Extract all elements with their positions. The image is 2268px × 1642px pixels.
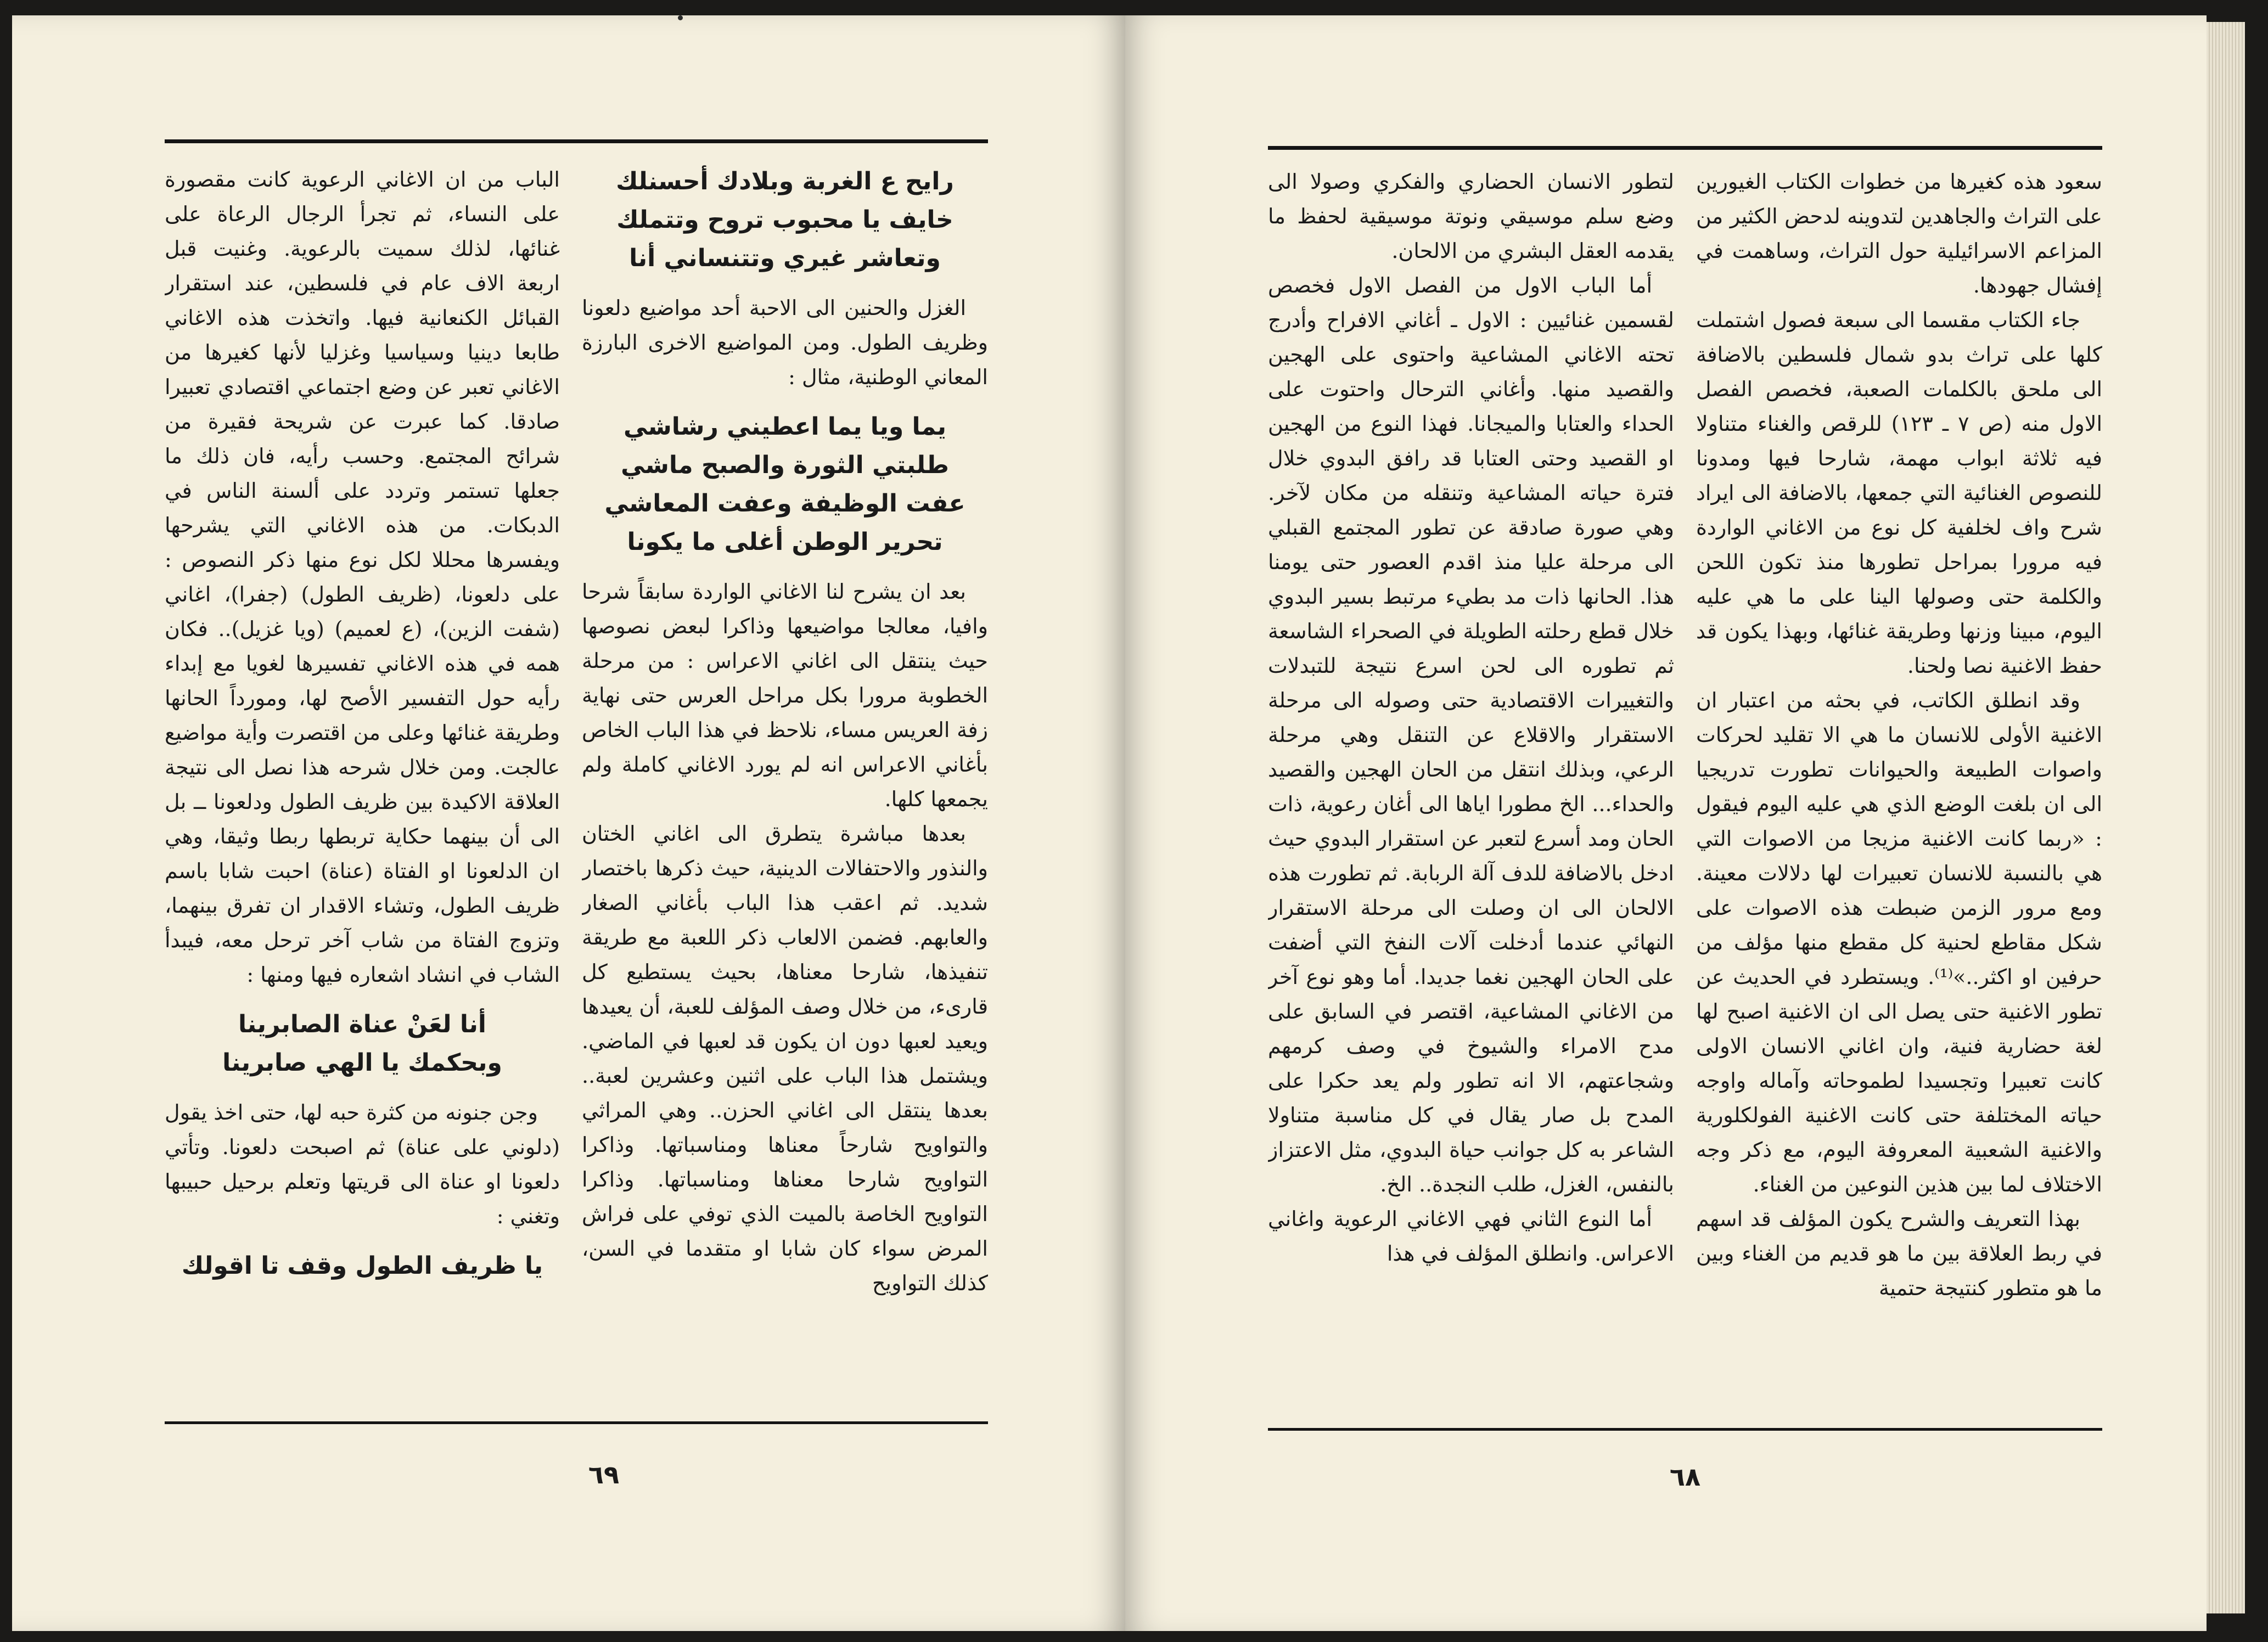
right-page-right-column	[1696, 165, 2102, 1421]
left-page-bottom-rule	[165, 1421, 988, 1424]
paragraph: بعد ان يشرح لنا الاغاني الواردة سابقاً شرحا وافيا، معالجا مواضيعها وذاكرا لبعض نصوصها حيث ينتقل الى اغاني الاعراس : من مرحلة الخطوبة مرورا بكل مراحل العرس حتى نهاية زفة العريس مساء، نلاحظ في هذا الباب الخاص بأغاني الاعراس انه لم يورد الاغاني كاملة ولم يجمعها كلها.	[582, 580, 988, 811]
verse: أنا لعَنْ عناة الصابرينا وبحكمك يا الهي صابرينا	[222, 1010, 502, 1077]
left-page-top-rule	[165, 139, 988, 143]
verse: يا ظريف الطول وقف تا اقولك	[181, 1252, 543, 1280]
paragraph: جاء الكتاب مقسما الى سبعة فصول اشتملت كلها على تراث بدو شمال فلسطين بالاضافة الى ملحق بالكلمات الصعبة، فخصص الفصل الاول منه (ص ٧ ـ ١٢٣) للرقص والغناء متناولا فيه ثلاثة ابواب مهمة، شارحا فيها ومدونا للنصوص الغنائية التي جمعها، بالاضافة الى ايراد شرح واف لخلفية كل نوع من الاغاني الواردة فيه مرورا بمراحل تطورها منذ تكون اللحن والكلمة حتى وصولها الينا على ما هي عليه اليوم، مبينا وزنها وطريقة غنائها، وبهذا يكون قد حفظ الاغنية نصا ولحنا.	[1696, 308, 2102, 678]
paragraph: بعدها مباشرة يتطرق الى اغاني الختان والنذور والاحتفالات الدينية، حيث ذكرها باختصار شديد. ثم اعقب هذا الباب بأغاني الصغار والعابهم. فضمن الالعاب ذكر اللعبة مع طريقة تنفيذها، شارحا معناها، بحيث يستطيع كل قارىء، من خلال وصف المؤلف للعبة، أن يعيدها ويعيد لعبها دون ان يكون قد لعبها في الماضي. ويشتمل هذا الباب على اثنين وعشرين لعبة.. بعدها ينتقل الى اغاني الحزن.. وهي المراثي والتواويح شارحاً معناها ومناسباتها. وذاكرا التواويح شارحا معناها ومناسباتها. وذاكرا التواويح الخاصة بالميت الذي توفي على فراش المرض سواء كان شابا او متقدما في السن، كذلك التواويح	[582, 822, 988, 1295]
paragraph: وجن جنونه من كثرة حبه لها، حتى اخذ يقول (دلوني على عناة) ثم اصبحت دلعونا. وتأتي دلعونا او عناة الى قريتها وتعلم برحيل حبيبها وتغني :	[165, 1100, 560, 1228]
page-number-right: ٦٨	[1669, 1462, 1701, 1492]
page-edges	[2207, 22, 2245, 1613]
right-page-top-rule	[1268, 146, 2102, 150]
paragraph: سعود هذه كغيرها من خطوات الكتاب الغيورين على التراث والجاهدين لتدوينه لدحض الكثير من المزاعم الاسرائيلية حول التراث، وساهمت في إفشال جهودها.	[1696, 170, 2102, 297]
verse-top: رايح ع الغربة وبلادك أحسنلك خايف يا محبوب تروح وتتملك وتعاشر غيري وتتنساني أنا	[616, 167, 954, 272]
right-page-bottom-rule	[1268, 1428, 2102, 1431]
paragraph: الغزل والحنين الى الاحبة أحد مواضيع دلعونا وظريف الطول. ومن المواضيع الاخرى البارزة المعاني الوطنية، مثال :	[582, 296, 988, 389]
left-page-left-column	[165, 162, 560, 1414]
paragraph: بهذا التعريف والشرح يكون المؤلف قد اسهم في ربط العلاقة بين ما هو قديم من الغناء وبين ما هو متطور كنتيجة حتمية	[1696, 1207, 2102, 1300]
print-dot	[678, 15, 683, 20]
right-page-left-column	[1268, 165, 1674, 1421]
paragraph: وقد انطلق الكاتب، في بحثه من اعتبار ان الاغنية الأولى للانسان ما هي الا تقليد لحركات واصوات الطبيعة والحيوانات تطورت تدريجيا الى ان بلغت الوضع الذي هي عليه اليوم فيقول : «ربما كانت الاغنية مزيجا من الاصوات التي هي بالنسبة للانسان تعبيرات لها دلالات معينة. ومع مرور الزمن ضبطت هذه الاصوات على شكل مقاطع لحنية كل مقطع منها مؤلف من حرفين او اكثر..»⁽¹⁾. ويستطرد في الحديث عن تطور الاغنية حتى يصل الى ان الاغنية اصبح لها لغة حضارية فنية، وان اغاني الانسان الاولى كانت تعبيرا وتجسيدا لطموحاته وآماله واوجه حياته المختلفة حتى كانت الاغنية الفولكلورية والاغنية الشعبية المعروفة اليوم، مع ذكر وجه الاختلاف لما بين هذين النوعين من الغناء.	[1696, 688, 2102, 1196]
paragraph: أما الباب الاول من الفصل الاول فخصص لقسمين غنائيين : الاول ـ أغاني الافراح وأدرج تحته الاغاني المشاعية واحتوى على الهجين والقصيد منها. وأغاني الترحال واحتوت على الحداء والعتابا والميجانا. فهذا النوع من الهجين او القصيد وحتى العتابا قد رافق البدوي خلال فترة حياته المشاعية وتنقله من مكان لآخر. وهي صورة صادقة عن تطور المجتمع القبلي الى مرحلة عليا منذ اقدم العصور حتى يومنا هذا. الحانها ذات مد بطيء مرتبط بسير البدوي خلال قطع رحلته الطويلة في الصحراء الشاسعة ثم تطوره الى لحن اسرع نتيجة للتبدلات والتغييرات الاقتصادية حتى وصوله الى مرحلة الاستقرار والاقلاع عن التنقل وهي مرحلة الرعي، وبذلك انتقل من الحان الهجين والقصيد والحداء... الخ مطورا اياها الى أغان رعوية، ذات الحان ومد أسرع لتعبر عن استقرار البدوي حيث ادخل بالاضافة للدف آلة الربابة. ثم تطورت هذه الالحان الى ان وصلت الى مرحلة الاستقرار النهائي عندما أدخلت آلات النفخ التي أضفت على الحان الهجين نغما جديدا. أما وهو نوع آخر من الاغاني المشاعية، اقتصر في السابق على مدح الامراء والشيوخ في وصف كرمهم وشجاعتهم، الا انه تطور ولم يعد حكرا على المدح بل صار يقال في كل مناسبة متناولا الشاعر به كل جوانب حياة البدوي، مثل الاعتزاز بالنفس، الغزل، طلب النجدة.. الخ.	[1268, 273, 1674, 1196]
paragraph: لتطور الانسان الحضاري والفكري وصولا الى وضع سلم موسيقي ونوتة موسيقية لحفظ ما يقدمه العقل البشري من الالحان.	[1268, 170, 1674, 263]
page-number-left: ٦٩	[588, 1460, 620, 1489]
left-page-right-column	[582, 162, 988, 1414]
paragraph: أما النوع الثاني فهي الاغاني الرعوية واغاني الاعراس. وانطلق المؤلف في هذا	[1268, 1207, 1674, 1266]
verse-mid: يما ويا يما اعطيني رشاشي طلبتي الثورة والصبح ماشي عفت الوظيفة وعفت المعاشي تحرير الوطن أغلى ما يكونا	[604, 413, 965, 556]
paragraph: الباب من ان الاغاني الرعوية كانت مقصورة على النساء، ثم تجرأ الرجال الرعاة على غنائها، لذلك سميت بالرعوية. وغنيت قبل اربعة الاف عام في فلسطين، عند استقرار القبائل الكنعانية فيها. واتخذت هذه الاغاني طابعا دينيا وسياسيا وغزليا لأنها كغيرها من الاغاني تعبر عن وضع اجتماعي اقتصادي تعبيرا صادقا. كما عبرت عن شريحة فقيرة من شرائح المجتمع. وحسب رأيه، فان ذلك ما جعلها تستمر وتردد على ألسنة الناس في الدبكات. من هذه الاغاني التي يشرحها ويفسرها محللا لكل نوع منها ذكر النصوص : على دلعونا، (ظريف الطول) (جفرا)، اغاني (شفت الزين)، (ع لعميم) (ويا غزيل).. فكان همه في هذه الاغاني تفسيرها لغويا مع إبداء رأيه حول التفسير الأصح لها، ومورداً الحانها وطريقة غنائها وعلى من اقتصرت وأية مواضيع عالجت. ومن خلال شرحه هذا نصل الى نتيجة العلاقة الاكيدة بين ظريف الطول ودلعونا ــ بل الى أن بينهما حكاية تربطها ربطا وثيقا، وهي ان الدلعونا او الفتاة (عناة) احبت شابا باسم ظريف الطول، وتشاء الاقدار ان تفرق بينهما، وتزوج الفتاة من شاب آخر ترحل معه، فيبدأ الشاب في انشاد اشعاره فيها ومنها :	[165, 167, 560, 987]
